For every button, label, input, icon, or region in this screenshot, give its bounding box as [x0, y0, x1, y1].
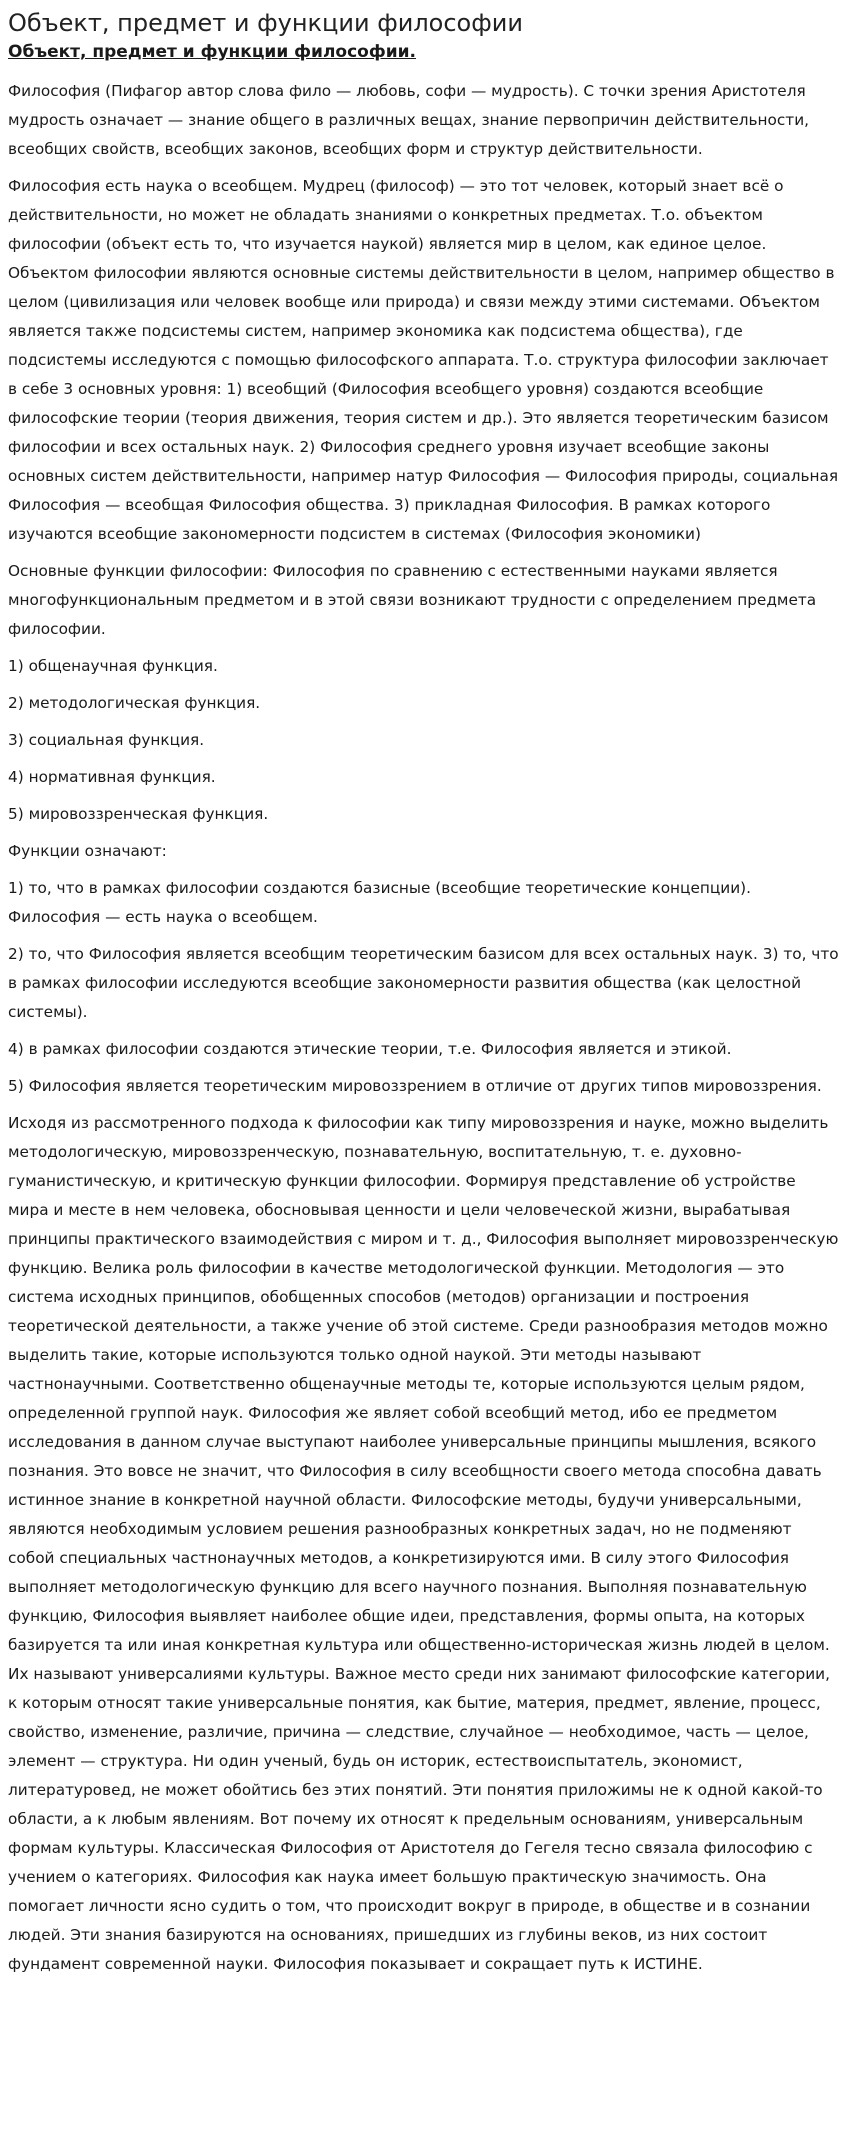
page-title: Объект, предмет и функции философии	[8, 9, 523, 37]
meaning-item-4: 4) в рамках философии создаются этические теории, т.е. Философия является и этикой.	[8, 1040, 732, 1058]
function-list-item-2: 2) методологическая функция.	[8, 694, 261, 712]
function-list-item-3: 3) социальная функция.	[8, 731, 205, 749]
paragraph-object-structure: Философия есть наука о всеобщем. Мудрец (философ) — это тот человек, который знает всё о действительности, но может не обладать знаниями о конкретных предметах. Т.о. объектом философии (объект есть то, что изучается наукой) является мир в целом, как единое целое. Объектом философии являются основные системы действительности в целом, например общество в целом (цивилизация или человек вообще или природа) и связи между этими системами. Объектом является также подсистемы систем, например экономика как подсистема общества), где подсистемы исследуются с помощью философского аппарата. Т.о. структура философии заключает в себе 3 основных уровня: 1) всеобщий (Философия всеобщего уровня) создаются всеобщие философские теории (теория движения, теория систем и др.). Это является теоретическим базисом философии и всех остальных наук. 2) Философия среднего уровня изучает всеобщие законы основных систем действительности, например натур Философия — Философия природы, социальная Философия — всеобщая Философия общества. 3) прикладная Философия. В рамках которого изучаются всеобщие закономерности подсистем в системах (Философия экономики)	[8, 177, 839, 543]
meaning-item-5: 5) Философия является теоретическим мировоззрением в отличие от других типов мировоззрения.	[8, 1077, 822, 1095]
functions-meaning-label: Функции означают:	[8, 842, 167, 860]
paragraph-main-functions: Основные функции философии: Философия по сравнению с естественными науками является многофункциональным предметом и в этой связи возникают трудности с определением предмета философии.	[8, 562, 817, 638]
function-list-item-4: 4) нормативная функция.	[8, 768, 216, 786]
paragraph-conclusion: Исходя из рассмотренного подхода к философии как типу мировоззрения и науке, можно выделить методологическую, мировоззренческую, познавательную, воспитательную, т. е. духовно-гуманистическую, и критическую функции философии. Формируя представление об устройстве мира и месте в нем человека, обосновывая ценности и цели человеческой жизни, вырабатывая принципы практического взаимодействия с миром и т. д., Философия выполняет мировоззренческую функцию. Велика роль философии в качестве методологической функции. Методология — это система исходных принципов, обобщенных способов (методов) организации и построения теоретической деятельности, а также учение об этой системе. Среди разнообразия методов можно выделить такие, которые используются только одной наукой. Эти методы называют частнонаучными. Соответственно общенаучные методы те, которые используются целым рядом, определенной группой наук. Философия же являет собой всеобщий метод, ибо ее предметом исследования в данном случае выступают наиболее универсальные принципы мышления, всякого познания. Это вовсе не значит, что Философия в силу всеобщности своего метода способна давать истинное знание в конкретной научной области. Философские методы, будучи универсальными, являются необходимым условием решения разнообразных конкретных задач, но не подменяют собой специальных частнонаучных методов, а конкретизируются ими. В силу этого Философия выполняет методологическую функцию для всего научного познания. Выполняя познавательную функцию, Философия выявляет наиболее общие идеи, представления, формы опыта, на которых базируется та или иная конкретная культура или общественно-историческая жизнь людей в целом. Их называют универсалиями культуры. Важное место среди них занимают философские категории, к которым относят такие универсальные понятия, как бытие, материя, предмет, явление, процесс, свойство, изменение, различие, причина — следствие, случайное — необходимое, часть — целое, элемент — структура. Ни один ученый, будь он историк, естествоиспытатель, экономист, литературовед, не может обойтись без этих понятий. Эти понятия приложимы не к одной какой-то области, а к любым явлениям. Вот почему их относят к предельным основаниям, универсальным формам культуры. Классическая Философия от Аристотеля до Гегеля тесно связала философию с учением о категориях. Философия как наука имеет большую практическую значимость. Она помогает личности ясно судить о том, что происходит вокруг в природе, в обществе и в сознании людей. Эти знания базируются на основаниях, пришедших из глубины веков, из них состоит фундамент современной науки. Философия показывает и сокращает путь к ИСТИНЕ.	[8, 1114, 839, 1973]
meaning-item-2-3: 2) то, что Философия является всеобщим теоретическим базисом для всех остальных наук. 3) то, что в рамках философии исследуются всеобщие закономерности развития общества (как целостной системы).	[8, 945, 839, 1021]
function-list-item-5: 5) мировоззренческая функция.	[8, 805, 269, 823]
section-heading: Объект, предмет и функции философии.	[8, 42, 416, 62]
function-list-item-1: 1) общенаучная функция.	[8, 657, 218, 675]
meaning-item-1: 1) то, что в рамках философии создаются базисные (всеобщие теоретические концепции). Философия — есть наука о всеобщем.	[8, 879, 752, 926]
paragraph-definition: Философия (Пифагор автор слова фило — любовь, софи — мудрость). С точки зрения Аристотеля мудрость означает — знание общего в различных вещах, знание первопричин действительности, всеобщих свойств, всеобщих законов, всеобщих форм и структур действительности.	[8, 82, 810, 158]
